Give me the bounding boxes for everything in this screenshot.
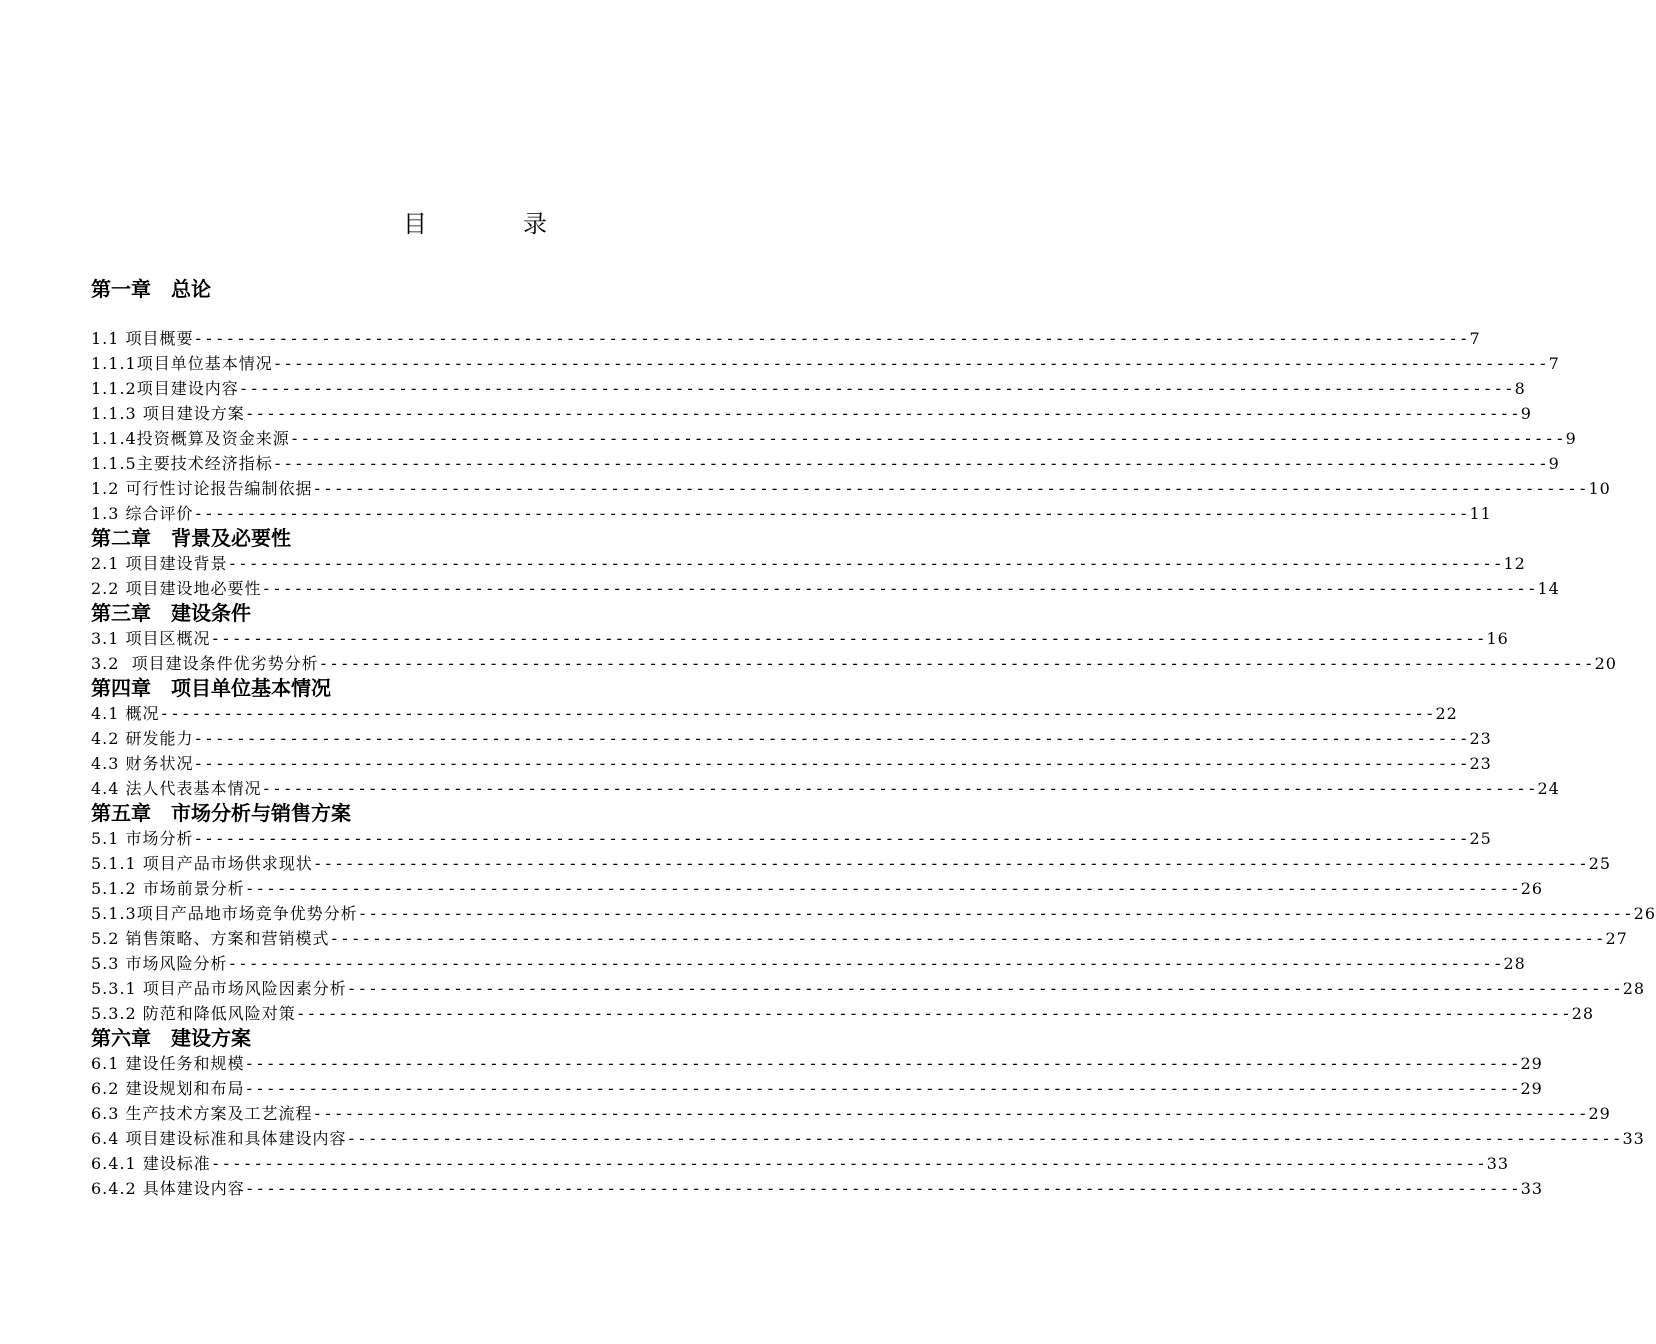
dot-leader: ------------------------------------------------------------------------------------------------------------------------ xyxy=(227,954,1504,973)
toc-entry xyxy=(91,401,1532,426)
dot-leader: ------------------------------------------------------------------------------------------------------------------------ xyxy=(357,904,1634,923)
toc-page-number: 23 xyxy=(1469,754,1492,773)
toc-entry-label: 1.1.4投资概算及资金来源 xyxy=(91,429,290,448)
toc-entry xyxy=(91,876,1544,901)
toc-entry xyxy=(91,1176,1544,1201)
toc-page-number: 16 xyxy=(1486,629,1509,648)
dot-leader: ------------------------------------------------------------------------------------------------------------------------ xyxy=(244,1054,1521,1073)
dot-leader: ------------------------------------------------------------------------------------------------------------------------ xyxy=(329,929,1606,948)
dot-leader: ------------------------------------------------------------------------------------------------------------------------ xyxy=(346,1129,1623,1148)
toc-page-number: 28 xyxy=(1622,979,1646,998)
toc-entry-label: 6.4 项目建设标准和具体建设内容 xyxy=(91,1129,347,1148)
toc-entry-label: 6.4.2 具体建设内容 xyxy=(91,1179,245,1198)
toc-entry-label: 3.2 项目建设条件优劣势分析 xyxy=(91,654,319,673)
dot-leader: ------------------------------------------------------------------------------------------------------------------------ xyxy=(295,1004,1572,1023)
toc-page-number: 33 xyxy=(1520,1179,1544,1198)
dot-leader: ------------------------------------------------------------------------------------------------------------------------ xyxy=(159,704,1436,723)
dot-leader: ------------------------------------------------------------------------------------------------------------------------ xyxy=(193,329,1470,348)
toc-entry xyxy=(91,376,1526,401)
toc-entry-label: 1.1 项目概要 xyxy=(91,329,194,348)
toc-entry xyxy=(91,426,1577,451)
toc-entry-label: 5.1.3项目产品地市场竞争优势分析 xyxy=(91,904,358,923)
chapter-heading: 第六章 建设方案 xyxy=(91,1026,251,1050)
toc-entry-label: 1.2 可行性讨论报告编制依据 xyxy=(91,479,313,498)
toc-entry xyxy=(91,476,1611,501)
toc-entry-label: 6.2 建设规划和布局 xyxy=(91,1079,245,1098)
toc-page-number: 11 xyxy=(1469,504,1492,523)
dot-leader: ------------------------------------------------------------------------------------------------------------------------ xyxy=(210,1154,1487,1173)
table-of-contents xyxy=(91,268,1656,1201)
toc-page-number: 28 xyxy=(1503,954,1526,973)
toc-page-number: 7 xyxy=(1469,329,1481,348)
dot-leader: ------------------------------------------------------------------------------------------------------------------------ xyxy=(272,354,1549,373)
toc-entry xyxy=(91,351,1560,376)
dot-leader: ------------------------------------------------------------------------------------------------------------------------ xyxy=(210,629,1487,648)
toc-entry xyxy=(91,776,1560,801)
toc-page-number: 29 xyxy=(1588,1104,1611,1123)
toc-entry xyxy=(91,1076,1543,1101)
toc-entry xyxy=(91,951,1526,976)
toc-entry-label: 6.4.1 建设标准 xyxy=(91,1154,211,1173)
dot-leader: ------------------------------------------------------------------------------------------------------------------------ xyxy=(227,554,1504,573)
toc-entry xyxy=(91,751,1492,776)
dot-leader: ------------------------------------------------------------------------------------------------------------------------ xyxy=(244,1079,1521,1098)
toc-entry-label: 5.3 市场风险分析 xyxy=(91,954,228,973)
toc-entry-label: 3.1 项目区概况 xyxy=(91,629,211,648)
toc-page-number: 24 xyxy=(1537,779,1560,798)
toc-entry-label: 6.3 生产技术方案及工艺流程 xyxy=(91,1104,313,1123)
toc-entry-label: 1.3 综合评价 xyxy=(91,504,194,523)
toc-page-number: 29 xyxy=(1520,1079,1543,1098)
toc-entry xyxy=(91,451,1560,476)
dot-leader: ------------------------------------------------------------------------------------------------------------------------ xyxy=(238,379,1515,398)
dot-leader: ------------------------------------------------------------------------------------------------------------------------ xyxy=(261,579,1538,598)
dot-leader: ------------------------------------------------------------------------------------------------------------------------ xyxy=(193,829,1470,848)
toc-page-number: 33 xyxy=(1622,1129,1645,1148)
toc-entry-label: 1.1.2项目建设内容 xyxy=(91,379,239,398)
chapter-heading: 第三章 建设条件 xyxy=(91,601,251,625)
toc-title: 目 录 xyxy=(403,210,583,238)
toc-entry-label: 4.3 财务状况 xyxy=(91,754,194,773)
toc-entry xyxy=(91,1126,1645,1151)
toc-page-number: 12 xyxy=(1503,554,1526,573)
toc-entry xyxy=(91,576,1560,601)
toc-page-number: 25 xyxy=(1469,829,1492,848)
toc-entry-label: 6.1 建设任务和规模 xyxy=(91,1054,245,1073)
toc-entry-label: 2.1 项目建设背景 xyxy=(91,554,228,573)
toc-entry-label: 2.2 项目建设地必要性 xyxy=(91,579,262,598)
toc-entry xyxy=(91,501,1492,526)
dot-leader: ------------------------------------------------------------------------------------------------------------------------ xyxy=(289,429,1566,448)
dot-leader: ------------------------------------------------------------------------------------------------------------------------ xyxy=(244,1179,1521,1198)
chapter-heading: 第一章 总论 xyxy=(91,277,211,301)
toc-page-number: 23 xyxy=(1469,729,1492,748)
toc-page-number: 10 xyxy=(1588,479,1611,498)
toc-entry xyxy=(91,1151,1510,1176)
toc-entry-label: 5.3.1 项目产品市场风险因素分析 xyxy=(91,979,347,998)
toc-entry xyxy=(91,1001,1595,1026)
dot-leader: ------------------------------------------------------------------------------------------------------------------------ xyxy=(318,654,1595,673)
toc-page-number: 7 xyxy=(1548,354,1560,373)
chapter-heading: 第五章 市场分析与销售方案 xyxy=(91,801,351,825)
toc-page-number: 8 xyxy=(1514,379,1526,398)
toc-page-number: 14 xyxy=(1537,579,1560,598)
dot-leader: ------------------------------------------------------------------------------------------------------------------------ xyxy=(193,729,1470,748)
toc-entry xyxy=(91,926,1628,951)
toc-entry-label: 5.3.2 防范和降低风险对策 xyxy=(91,1004,296,1023)
dot-leader: ------------------------------------------------------------------------------------------------------------------------ xyxy=(312,1104,1589,1123)
toc-page-number: 26 xyxy=(1520,879,1544,898)
toc-page-number: 9 xyxy=(1548,454,1560,473)
toc-entry xyxy=(91,851,1612,876)
toc-entry-label: 5.1.1 项目产品市场供求现状 xyxy=(91,854,313,873)
toc-entry xyxy=(91,901,1656,926)
toc-entry xyxy=(91,626,1509,651)
toc-entry xyxy=(91,551,1526,576)
dot-leader: ------------------------------------------------------------------------------------------------------------------------ xyxy=(193,754,1470,773)
toc-page-number: 26 xyxy=(1633,904,1656,923)
toc-page-number: 20 xyxy=(1594,654,1617,673)
toc-page-number: 29 xyxy=(1520,1054,1543,1073)
toc-entry-label: 1.1.1项目单位基本情况 xyxy=(91,354,273,373)
toc-entry xyxy=(91,651,1617,676)
toc-entry xyxy=(91,826,1492,851)
dot-leader: ------------------------------------------------------------------------------------------------------------------------ xyxy=(193,504,1470,523)
toc-page-number: 9 xyxy=(1520,404,1532,423)
toc-entry-label: 4.2 研发能力 xyxy=(91,729,194,748)
toc-entry-label: 1.1.5主要技术经济指标 xyxy=(91,454,273,473)
chapter-heading: 第二章 背景及必要性 xyxy=(91,526,291,550)
dot-leader: ------------------------------------------------------------------------------------------------------------------------ xyxy=(272,454,1549,473)
toc-entry xyxy=(91,726,1492,751)
toc-page-number: 28 xyxy=(1571,1004,1595,1023)
toc-entry xyxy=(91,326,1481,351)
dot-leader: ------------------------------------------------------------------------------------------------------------------------ xyxy=(346,979,1623,998)
toc-page-number: 9 xyxy=(1565,429,1577,448)
toc-entry-label: 5.2 销售策略、方案和营销模式 xyxy=(91,929,330,948)
dot-leader: ------------------------------------------------------------------------------------------------------------------------ xyxy=(261,779,1538,798)
toc-page-number: 27 xyxy=(1605,929,1628,948)
dot-leader: ------------------------------------------------------------------------------------------------------------------------ xyxy=(312,854,1589,873)
toc-entry-label: 4.1 概况 xyxy=(91,704,160,723)
dot-leader: ------------------------------------------------------------------------------------------------------------------------ xyxy=(244,404,1521,423)
toc-page-number: 25 xyxy=(1588,854,1612,873)
toc-entry-label: 1.1.3 项目建设方案 xyxy=(91,404,245,423)
toc-entry xyxy=(91,1051,1543,1076)
toc-entry xyxy=(91,701,1458,726)
toc-page-number: 33 xyxy=(1486,1154,1510,1173)
toc-page-number: 22 xyxy=(1435,704,1458,723)
toc-entry-label: 5.1.2 市场前景分析 xyxy=(91,879,245,898)
toc-entry-label: 5.1 市场分析 xyxy=(91,829,194,848)
toc-entry xyxy=(91,976,1646,1001)
toc-entry-label: 4.4 法人代表基本情况 xyxy=(91,779,262,798)
dot-leader: ------------------------------------------------------------------------------------------------------------------------ xyxy=(312,479,1589,498)
chapter-heading: 第四章 项目单位基本情况 xyxy=(91,676,331,700)
dot-leader: ------------------------------------------------------------------------------------------------------------------------ xyxy=(244,879,1521,898)
toc-entry xyxy=(91,1101,1611,1126)
